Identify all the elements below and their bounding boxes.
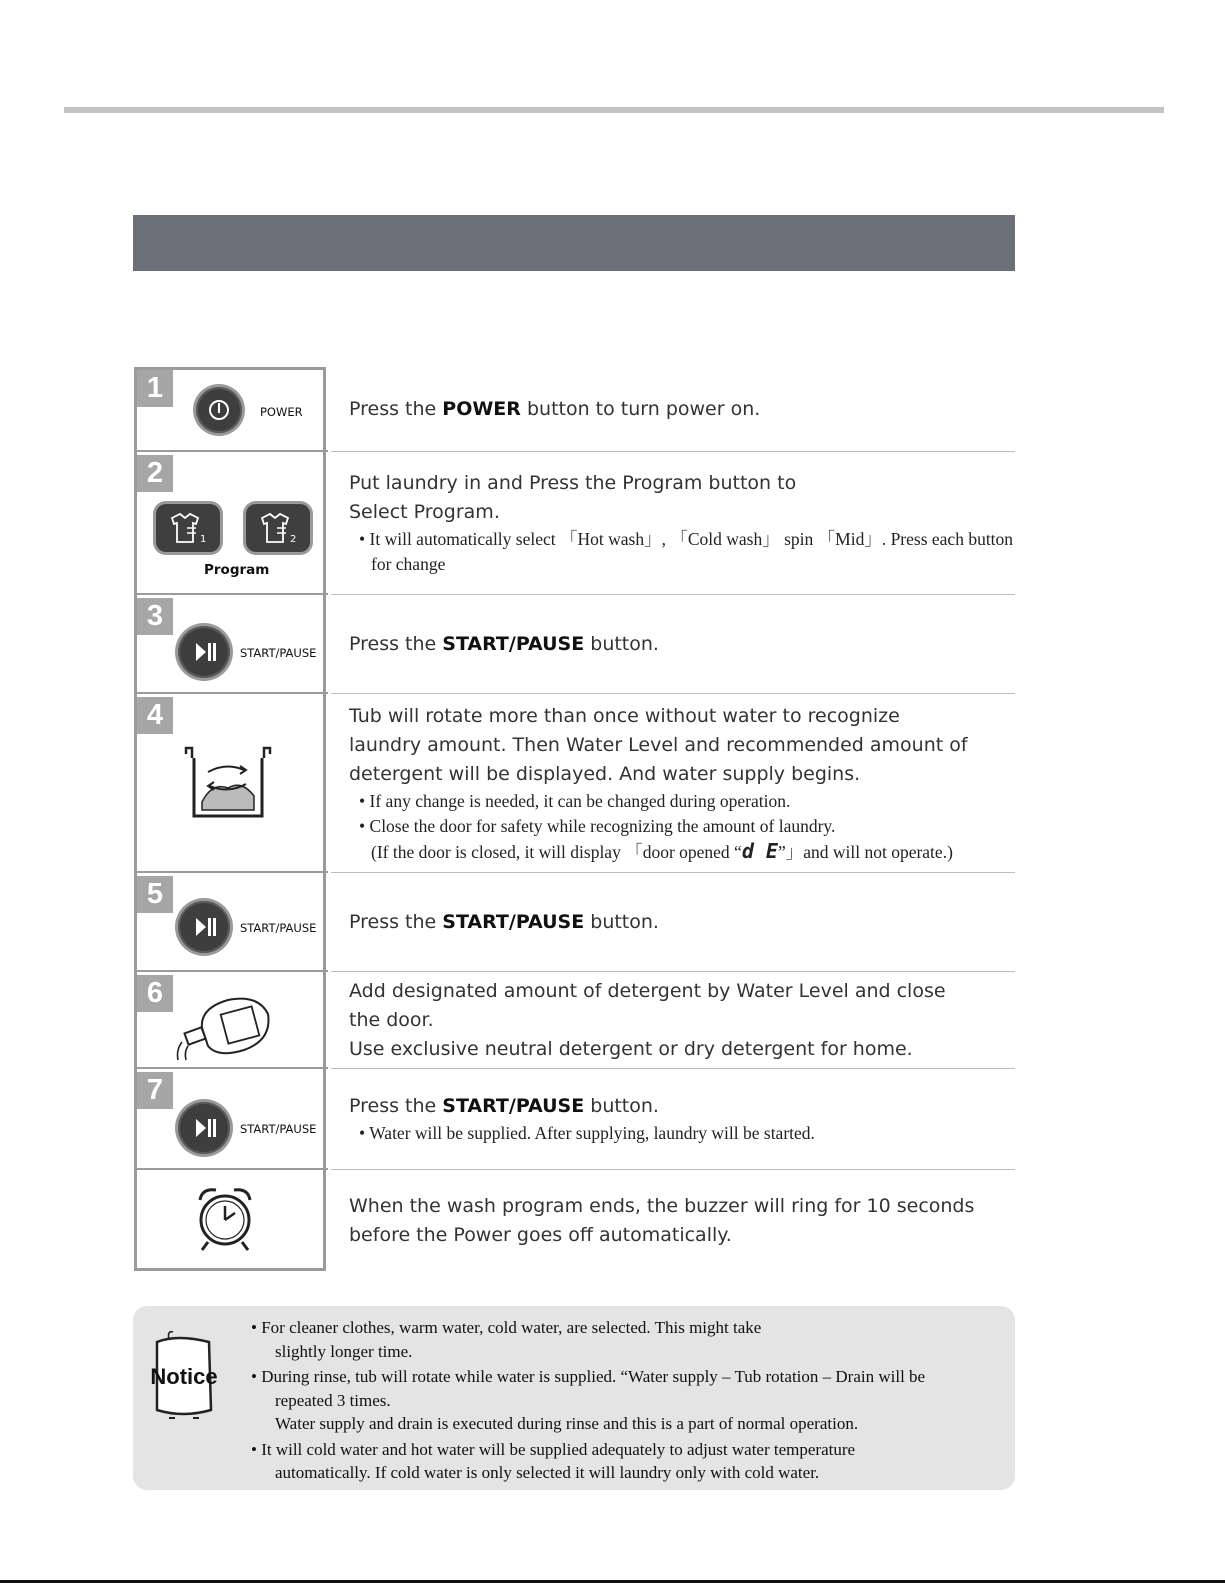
top-rule <box>64 107 1164 113</box>
note-text-cont: for change <box>371 554 446 574</box>
program-1-button-icon <box>156 504 220 552</box>
step-number: 7 <box>137 1072 173 1109</box>
text-part: Press the <box>349 632 443 655</box>
step-6-text <box>331 972 1015 1069</box>
step-3-text <box>331 595 1015 694</box>
step-note: • If any change is needed, it can be changed during operation. <box>359 790 791 811</box>
step-main-text: Use exclusive neutral detergent or dry detergent for home. <box>349 1037 913 1060</box>
step-2-text <box>331 452 1015 595</box>
notice-text-cont: automatically. If cold water is only selected it will laundry only with cold water. <box>275 1463 820 1482</box>
step-row-1 <box>134 367 1015 452</box>
program-2-button-icon <box>246 504 310 552</box>
svg-text:2: 2 <box>290 534 297 545</box>
text-bold: START/PAUSE <box>442 632 585 655</box>
step-5-text <box>331 873 1015 972</box>
start-pause-label: START/PAUSE <box>240 1122 317 1136</box>
step-row-6 <box>134 972 1015 1069</box>
step-number: 4 <box>137 697 173 734</box>
start-pause-button-icon <box>178 1102 230 1154</box>
text-bold: POWER <box>442 397 521 420</box>
step-row-4 <box>134 694 1015 873</box>
start-pause-label: START/PAUSE <box>240 921 317 935</box>
step-5-illustration <box>134 873 331 972</box>
notice-item: • It will cold water and hot water will be supplied adequately to adjust water temperature automatically. If cold water is only selected it will laundry only with cold water. <box>251 1438 1001 1485</box>
shirt-program-icon <box>246 504 310 552</box>
notice-box <box>133 1306 1015 1490</box>
notice-item: • For cleaner clothes, warm water, cold water, are selected. This might take slightly longer time. <box>251 1316 1001 1363</box>
step-note: • It will automatically select 「Hot wash」, 「Cold wash」 spin 「Mid」. Press each button for change <box>349 527 1015 577</box>
text-part: button to turn power on. <box>520 397 761 420</box>
display-code: d E <box>741 838 778 863</box>
notice-icon <box>147 1324 221 1424</box>
step-main-text: Put laundry in and Press the Program button to Select Program. <box>349 472 797 523</box>
text-part: Press the <box>349 397 443 420</box>
step-1-text <box>331 367 1015 452</box>
step-note: • Water will be supplied. After supplying, laundry will be started. <box>359 1123 815 1143</box>
note-text: It will automatically select 「Hot wash」, 「Cold wash」 spin 「Mid」. Press each button <box>369 529 1014 549</box>
step-final-text <box>331 1170 1015 1271</box>
tub-rotation-icon <box>178 744 278 824</box>
note-text: Close the door for safety while recognizing the amount of laundry. <box>369 815 836 836</box>
note-text: (If the door is closed, it will display 「door opened “ <box>371 841 742 862</box>
svg-text:1: 1 <box>200 534 207 545</box>
step-number: 6 <box>137 975 173 1012</box>
power-symbol-icon <box>196 387 242 433</box>
step-main-text: When the wash program ends, the buzzer will ring for 10 seconds before the Power goes off automatically. <box>349 1194 975 1246</box>
detergent-bottle-icon <box>172 988 276 1064</box>
notice-text-cont: slightly longer time. <box>275 1341 413 1361</box>
note-text: ”」and will not operate.) <box>777 841 953 862</box>
text-part: button. <box>584 910 659 933</box>
step-number: 1 <box>137 370 173 407</box>
step-number: 2 <box>137 455 173 492</box>
play-pause-icon <box>178 626 230 678</box>
shirt-program-icon <box>156 504 220 552</box>
step-row-final <box>134 1170 1015 1271</box>
note-text: Water will be supplied. After supplying, laundry will be started. <box>369 1123 815 1143</box>
bottom-rule <box>0 1580 1225 1583</box>
step-row-3 <box>134 595 1015 694</box>
start-pause-button-icon <box>178 901 230 953</box>
notice-text: It will cold water and hot water will be supplied adequately to adjust water temperature <box>261 1439 856 1459</box>
alarm-clock-icon <box>192 1184 258 1254</box>
notice-text-cont: Water supply and drain is executed during rinse and this is a part of normal operation. <box>275 1414 859 1433</box>
text-bold: START/PAUSE <box>442 1095 585 1117</box>
notice-text-cont: repeated 3 times. <box>275 1390 391 1410</box>
step-main-text: Add designated amount of detergent by Water Level and close the door. <box>349 979 946 1031</box>
notice-text: For cleaner clothes, warm water, cold water, are selected. This might take <box>261 1318 762 1337</box>
step-row-2 <box>134 452 1015 595</box>
step-4-text <box>331 694 1015 873</box>
notice-text: During rinse, tub will rotate while water is supplied. “Water supply – Tub rotation – Drain will be <box>261 1367 926 1386</box>
start-pause-label: START/PAUSE <box>240 646 317 660</box>
step-row-5 <box>134 873 1015 972</box>
note-text-cont <box>359 839 1015 865</box>
note-text: If any change is needed, it can be changed during operation. <box>369 790 791 811</box>
play-pause-icon <box>178 1102 230 1154</box>
start-pause-button-icon <box>178 626 230 678</box>
step-7-text <box>331 1069 1015 1170</box>
step-final-illustration <box>134 1170 331 1271</box>
step-main-text: Tub will rotate more than once without water to recognize laundry amount. Then Water Level and recommended amount of detergent will be displayed. And water supply begins. <box>349 704 968 785</box>
text-bold: START/PAUSE <box>442 910 585 933</box>
power-label: POWER <box>260 405 303 419</box>
step-3-illustration <box>134 595 331 694</box>
step-note: • Close the door for safety while recognizing the amount of laundry. (If the door is closed, it will display 「door opened “d E”」and will not operate.) <box>349 814 1015 865</box>
power-button-icon <box>196 387 242 433</box>
text-part: Press the <box>349 910 443 933</box>
step-1-illustration <box>134 367 331 452</box>
text-part: Press the <box>349 1095 443 1117</box>
step-6-illustration <box>134 972 331 1069</box>
notice-icon-label: Notice <box>150 1364 218 1389</box>
notice-list <box>251 1316 1001 1487</box>
program-label: Program <box>204 562 270 578</box>
step-number: 5 <box>137 876 173 913</box>
play-pause-icon <box>178 901 230 953</box>
step-2-illustration <box>134 452 331 595</box>
step-4-illustration <box>134 694 331 873</box>
step-7-illustration <box>134 1069 331 1170</box>
step-row-7 <box>134 1069 1015 1170</box>
text-part: button. <box>584 632 659 655</box>
text-part: button. <box>584 1095 659 1117</box>
notice-item: • During rinse, tub will rotate while water is supplied. “Water supply – Tub rotation – Drain will be repeated 3 times. Water supply and drain is executed during rinse and this is a part of normal operation. <box>251 1365 1001 1436</box>
section-header-bar <box>133 215 1015 271</box>
step-number: 3 <box>137 598 173 635</box>
